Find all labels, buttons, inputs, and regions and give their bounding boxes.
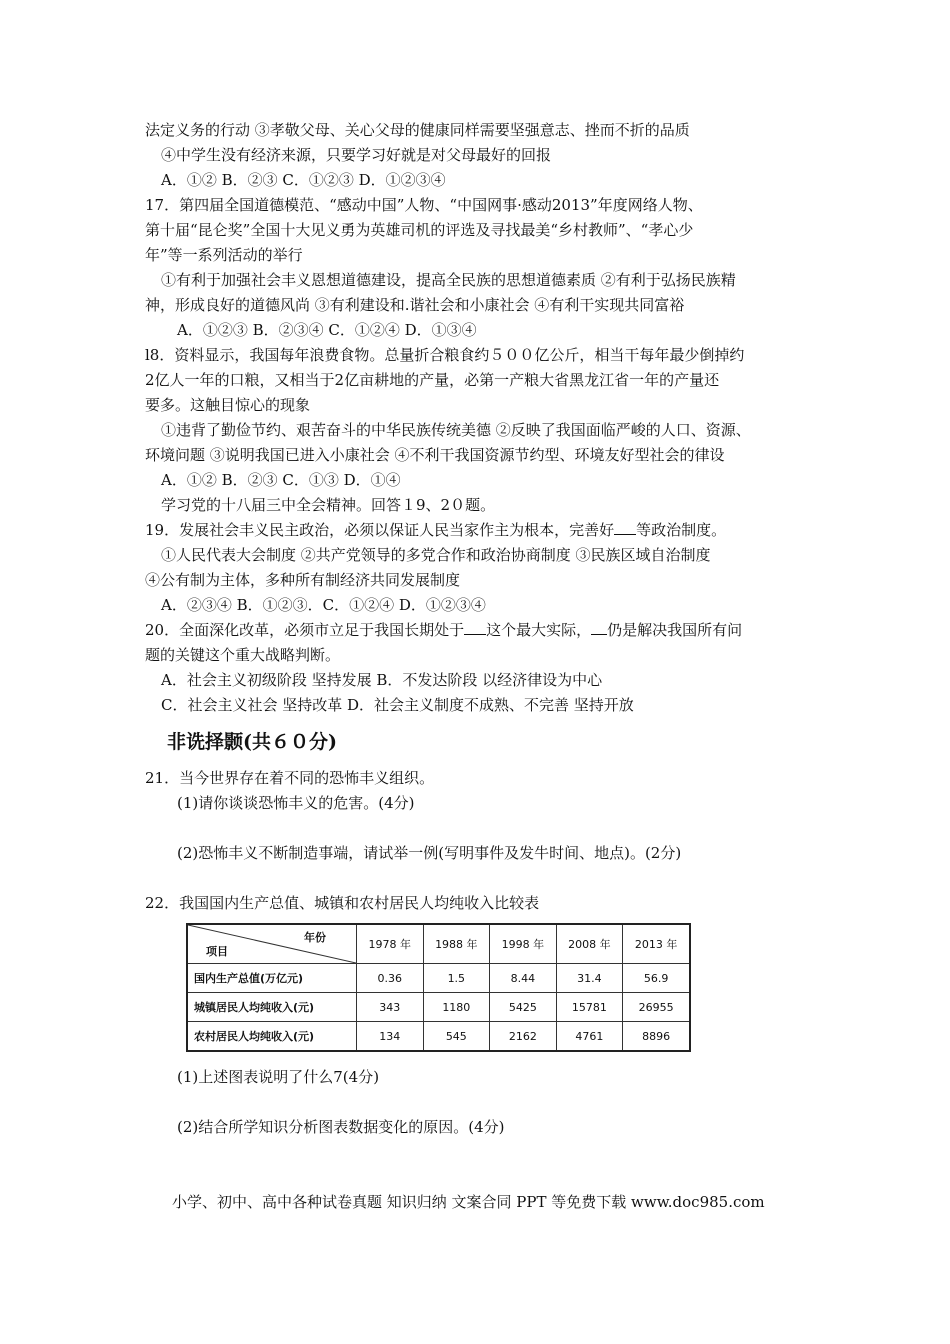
q20-stem-b: 这个最大实际， [486,621,592,639]
q16-answers: A．①② B．②③ C．①②③ D．①②③④ [161,171,446,189]
table-row-rural [187,1022,690,1052]
table-cell: 2162 [490,1022,557,1052]
q19-answers: A．②③④ B．①②③．C．①②④ D．①②③④ [161,596,486,614]
q18-stem-2: 2亿人一年的口粮，又相当于2亿亩耕地的产量，必第一产粮大省黑龙江省一年的产量还 [145,371,720,389]
q16-option-4: ④中学生没有经济来源，只要学习好就是对父母最好的回报 [161,146,552,164]
q22-stem: 22．我国国内生产总值、城镇和农村居民人均纯收入比较表 [145,894,540,912]
table-cell: 26955 [623,993,690,1022]
row-label: 农村居民人均纯收入(元) [187,1022,357,1052]
corner-label-year: 年份 [304,931,326,944]
year-header: 2008 年 [556,924,623,964]
q21-part-1: (1)请你谈谈恐怖丰义的危害。(4分) [177,794,415,812]
q22-part-2: (2)结合所学知识分析图表数据变化的原因。(4分) [177,1118,505,1136]
table-cell: 545 [423,1022,490,1052]
q19-blank [614,520,636,535]
q20-answers-2: C．社会主义社会 坚持改革 D．社会主义制度不成熟、不完善 坚持开放 [161,696,634,714]
q18-stem-1: l8．资料显示，我国每年浪费食物。总量折合粮食约５００亿公斤，相当干每年最少倒掉约 [145,346,745,364]
row-label: 国内生产总值(万亿元) [187,964,357,993]
q19-options-1: ①人民代表大会制度 ②共产党领导的多党合作和政治协商制度 ③民族区域自治制度 [161,546,711,564]
q18-options-1: ①违背了勤俭节约、艰苦奋斗的中华民族传统美德 ②反映了我国面临严峻的人口、资源、 [161,421,751,439]
q17-stem-2: 第十届“昆仑奖”全国十大见义勇为英雄司机的评选及寻找最美“乡村教师”、“孝心少 [145,221,694,239]
table-cell: 0.36 [357,964,424,993]
q18-stem-3: 要多。这触目惊心的现象 [145,396,311,414]
table-row-gdp [187,964,690,993]
q20-stem-c: 仍是解决我国所有问 [607,621,743,639]
year-header: 1988 年 [423,924,490,964]
q20-stem-1 [145,620,742,640]
table-header-row [187,924,690,964]
table-corner-cell [187,924,357,964]
page-footer: 小学、初中、高中各种试卷真题 知识归纳 文案合同 PPT 等免费下载 www.doc985.com [172,1193,765,1211]
table-row-urban [187,993,690,1022]
q20-stem-2: 题的关键这个重大战略判断。 [145,646,341,664]
year-header: 2013 年 [623,924,690,964]
year-header: 1978 年 [357,924,424,964]
q17-answers: A．①②③ B．②③④ C．①②④ D．①③④ [177,321,477,339]
corner-label-item: 项目 [206,945,228,958]
q21-part-2: (2)恐怖丰义不断制造事端，请试举一例(写明事件及发牛时间、地点)。(2分) [177,844,682,862]
q17-stem-3: 年”等一系列活动的举行 [145,246,303,264]
q20-stem-a: 20．全面深化改革，必须市立足于我国长期处于 [145,621,465,639]
table-cell: 1180 [423,993,490,1022]
q19-stem-a: 19．发展社会丰义民主政治，必须以保证人民当家作主为根本，完善好 [145,521,615,539]
q17-options-1: ①有利于加强社会丰义恩想道德建设，提高全民族的思想道德素质 ②有利于弘扬民族精 [161,271,736,289]
table-cell: 5425 [490,993,557,1022]
year-header: 1998 年 [490,924,557,964]
q20-blank-2 [591,620,607,635]
table-cell: 134 [357,1022,424,1052]
q19-options-2: ④公有制为主体，多种所有制经济共同发展制度 [145,571,461,589]
section-heading: 非诜择颢(共６０分) [167,731,337,753]
table-cell: 1.5 [423,964,490,993]
table-cell: 4761 [556,1022,623,1052]
table-cell: 31.4 [556,964,623,993]
q22-part-1: (1)上述图表说明了什么7(4分) [177,1068,380,1086]
q19-stem [145,520,726,540]
q16-text-cont: 法定义务的行动 ③孝敬父母、关心父母的健康同样需要坚强意志、挫而不折的品质 [145,121,690,139]
row-label: 城镇居民人均纯收入(元) [187,993,357,1022]
q20-answers-1: A．社会主义初级阶段 坚持发展 B．不发达阶段 以经济律设为中心 [161,671,603,689]
table-cell: 8896 [623,1022,690,1052]
q18-options-2: 环境问题 ③说明我国已进入小康社会 ④不利干我国资源节约型、环境友好型社会的律设 [145,446,725,464]
table-cell: 15781 [556,993,623,1022]
table-cell: 56.9 [623,964,690,993]
q19-20-intro: 学习党的十八届三中全会精神。回答１9、2０题。 [161,496,496,514]
table-cell: 8.44 [490,964,557,993]
q18-answers: A．①② B．②③ C．①③ D．①④ [161,471,401,489]
q19-stem-b: 等政治制度。 [636,521,727,539]
q17-stem-1: 17．第四届全国道德模范、“感动中国”人物、“中国网事·感动2013”年度网络人物、 [145,196,703,214]
table-cell: 343 [357,993,424,1022]
q17-options-2: 神，形成良好的道德风尚 ③有利建设和.谐社会和小康社会 ④有利干实现共同富裕 [145,296,685,314]
q21-stem: 21．当今世界存在着不同的恐怖丰义组织。 [145,769,435,787]
q20-blank-1 [464,620,486,635]
income-comparison-table [186,923,691,1052]
